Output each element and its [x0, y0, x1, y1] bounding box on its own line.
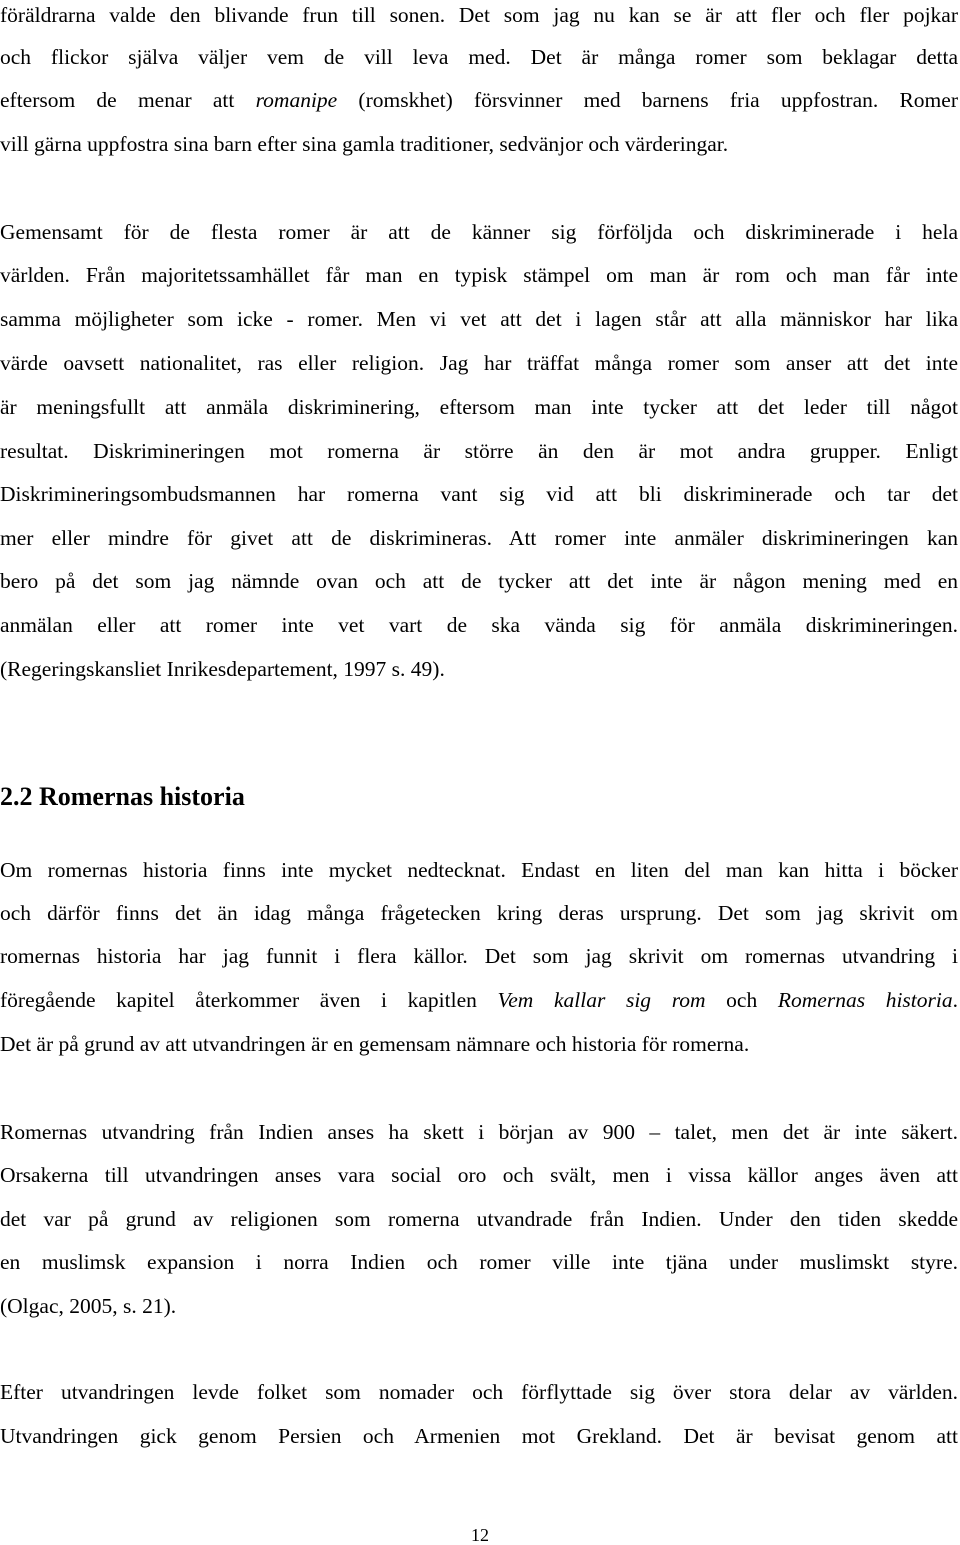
text-line: Diskrimineringsombudsmannen har romerna vant sig vid att bli diskriminerade och tar det: [0, 482, 958, 506]
italic-term: romanipe: [255, 88, 338, 112]
text-span: .: [952, 988, 958, 1012]
text-line: det var på grund av religionen som romerna utvandrade från Indien. Under den tiden skedde: [0, 1207, 958, 1231]
section-heading: 2.2 Romernas historia: [0, 782, 245, 811]
text-line: [0, 88, 958, 112]
text-line: och flickor själva väljer vem de vill leva med. Det är många romer som beklagar detta: [0, 45, 958, 69]
text-line: världen. Från majoritetssamhället får man en typisk stämpel om man är rom och man får inte: [0, 263, 958, 287]
text-line: (Olgac, 2005, s. 21).: [0, 1294, 177, 1318]
italic-chapter-title: Vem kallar sig rom: [497, 988, 706, 1012]
text-line: Utvandringen gick genom Persien och Armenien mot Grekland. Det är bevisat genom att: [0, 1424, 958, 1448]
text-line: Det är på grund av att utvandringen är en gemensam nämnare och historia för romerna.: [0, 1032, 750, 1056]
text-span: föregående kapitel återkommer även i kapitlen: [0, 988, 498, 1012]
text-line: är meningsfullt att anmäla diskriminering, eftersom man inte tycker att det leder till något: [0, 395, 958, 419]
text-line: Orsakerna till utvandringen anses vara social oro och svält, men i vissa källor anges även att: [0, 1163, 958, 1187]
text-line: en muslimsk expansion i norra Indien och romer ville inte tjäna under muslimskt styre.: [0, 1250, 958, 1274]
text-line: vill gärna uppfostra sina barn efter sina gamla traditioner, sedvänjor och värderingar.: [0, 132, 729, 156]
text-line: [0, 988, 958, 1012]
text-line: Romernas utvandring från Indien anses ha skett i början av 900 – talet, men det är inte säkert.: [0, 1120, 958, 1144]
text-line: Gemensamt för de flesta romer är att de känner sig förföljda och diskriminerade i hela: [0, 220, 958, 244]
text-line: bero på det som jag nämnde ovan och att de tycker att det inte är någon mening med en: [0, 569, 958, 593]
text-line: romernas historia har jag funnit i flera källor. Det som jag skrivit om romernas utvandring i: [0, 944, 958, 968]
text-line: resultat. Diskrimineringen mot romerna är större än den är mot andra grupper. Enligt: [0, 439, 958, 463]
text-line: föräldrarna valde den blivande frun till sonen. Det som jag nu kan se är att fler och fler pojkar: [0, 3, 958, 27]
text-line: anmälan eller att romer inte vet vart de ska vända sig för anmäla diskrimineringen.: [0, 613, 958, 637]
page-number: 12: [471, 1525, 489, 1545]
text-line: Om romernas historia finns inte mycket nedtecknat. Endast en liten del man kan hitta i böcker: [0, 858, 958, 882]
text-span: och: [705, 988, 778, 1012]
text-line: mer eller mindre för givet att de diskrimineras. Att romer inte anmäler diskrimineringen kan: [0, 526, 958, 550]
text-line: och därför finns det än idag många frågetecken kring deras ursprung. Det som jag skrivit om: [0, 901, 958, 925]
text-line: samma möjligheter som icke - romer. Men vi vet att det i lagen står att alla människor har lika: [0, 307, 958, 331]
text-line: (Regeringskansliet Inrikesdepartement, 1997 s. 49).: [0, 657, 445, 681]
text-span: (romskhet) försvinner med barnens fria uppfostran. Romer: [337, 88, 958, 112]
text-line: värde oavsett nationalitet, ras eller religion. Jag har träffat många romer som anser att det inte: [0, 351, 958, 375]
italic-chapter-title: Romernas historia: [777, 988, 953, 1012]
text-span: eftersom de menar att: [0, 88, 256, 112]
text-line: Efter utvandringen levde folket som nomader och förflyttade sig över stora delar av världen.: [0, 1380, 958, 1404]
